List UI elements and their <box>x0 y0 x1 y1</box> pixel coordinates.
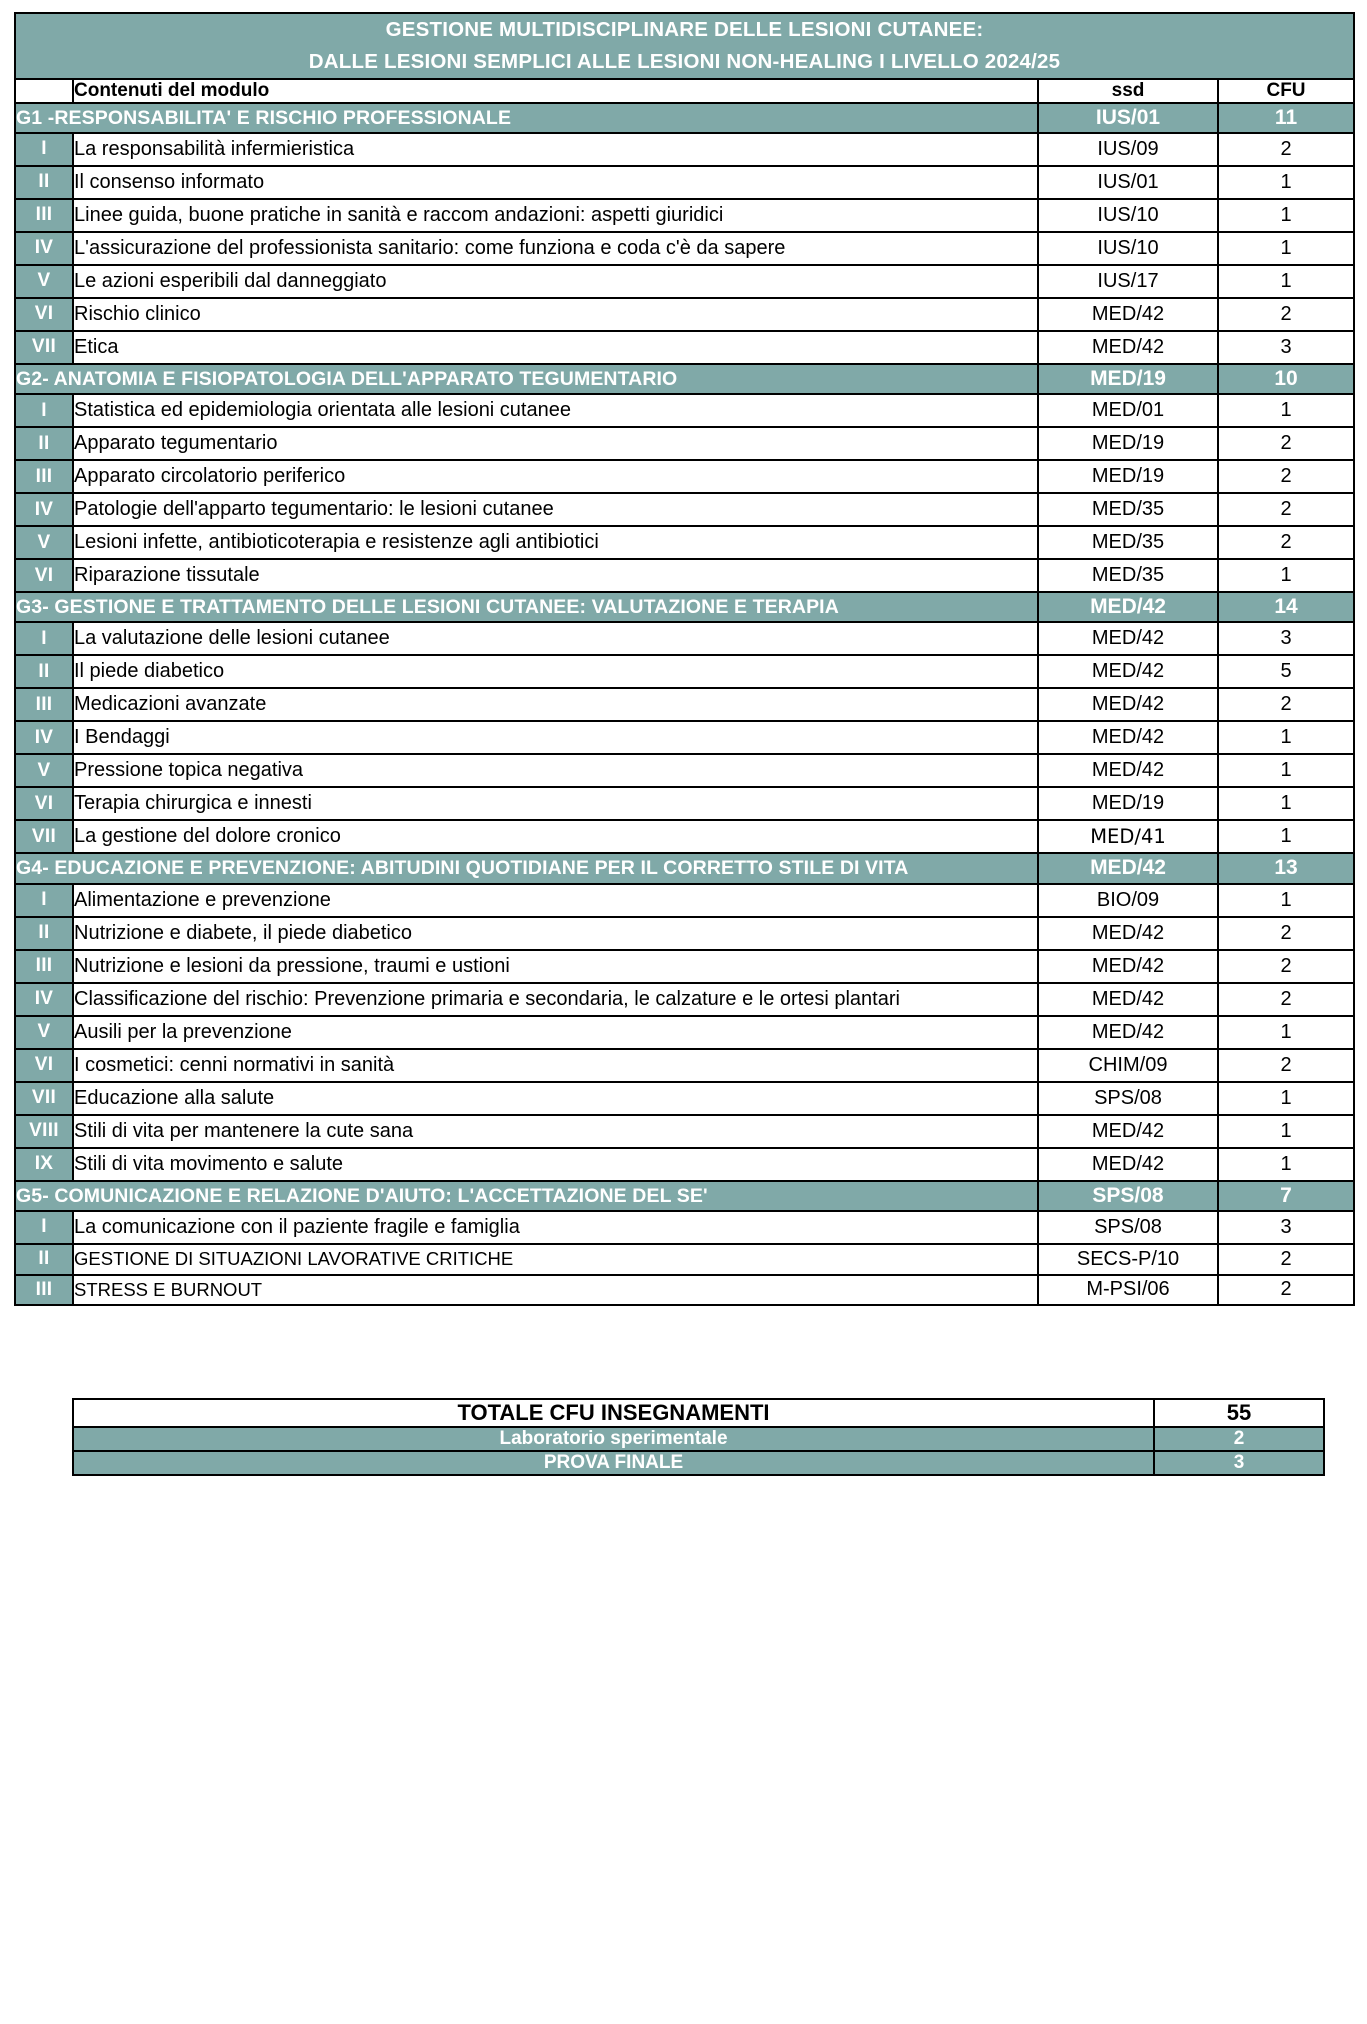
item-cfu: 2 <box>1218 950 1354 983</box>
item-ssd: MED/42 <box>1038 298 1218 331</box>
item-number: I <box>15 133 73 166</box>
item-cfu: 1 <box>1218 1115 1354 1148</box>
document-banner <box>15 13 1354 79</box>
item-cfu: 1 <box>1218 1082 1354 1115</box>
group-ssd: SPS/08 <box>1038 1181 1218 1211</box>
item-number: I <box>15 1211 73 1244</box>
totals-value: 2 <box>1154 1427 1324 1451</box>
curriculum-table <box>14 12 1355 1306</box>
totals-value: 55 <box>1154 1399 1324 1427</box>
item-ssd: CHIM/09 <box>1038 1049 1218 1082</box>
item-cfu: 5 <box>1218 655 1354 688</box>
item-cfu: 2 <box>1218 1244 1354 1275</box>
item-title: Linee guida, buone pratiche in sanità e raccom andazioni: aspetti giuridici <box>73 199 1038 232</box>
item-cfu: 1 <box>1218 559 1354 592</box>
item-number: VII <box>15 331 73 364</box>
item-ssd: IUS/17 <box>1038 265 1218 298</box>
item-number: IX <box>15 1148 73 1181</box>
table-row <box>15 460 1354 493</box>
item-ssd: SECS-P/10 <box>1038 1244 1218 1275</box>
table-row <box>15 1082 1354 1115</box>
item-ssd: MED/19 <box>1038 460 1218 493</box>
group-cfu: 13 <box>1218 853 1354 883</box>
item-number: VI <box>15 787 73 820</box>
item-title: La gestione del dolore cronico <box>73 820 1038 853</box>
item-number: I <box>15 884 73 917</box>
item-ssd: MED/42 <box>1038 622 1218 655</box>
item-number: I <box>15 394 73 427</box>
item-ssd: IUS/10 <box>1038 232 1218 265</box>
table-row <box>15 820 1354 853</box>
item-number: IV <box>15 721 73 754</box>
item-cfu: 1 <box>1218 721 1354 754</box>
item-ssd: IUS/01 <box>1038 166 1218 199</box>
item-cfu: 3 <box>1218 331 1354 364</box>
item-cfu: 2 <box>1218 298 1354 331</box>
item-title: Nutrizione e lesioni da pressione, traumi e ustioni <box>73 950 1038 983</box>
document-banner-row <box>15 13 1354 79</box>
column-header-row <box>15 79 1354 103</box>
item-ssd: MED/01 <box>1038 394 1218 427</box>
item-number: V <box>15 265 73 298</box>
column-header-title: Contenuti del modulo <box>73 79 1038 103</box>
banner-line-1: GESTIONE MULTIDISCIPLINARE DELLE LESIONI CUTANEE: <box>385 18 984 41</box>
table-row <box>15 1275 1354 1306</box>
table-row <box>15 166 1354 199</box>
item-title: Rischio clinico <box>73 298 1038 331</box>
item-ssd: MED/42 <box>1038 1148 1218 1181</box>
table-row <box>15 265 1354 298</box>
item-ssd: MED/42 <box>1038 1016 1218 1049</box>
item-number: VI <box>15 1049 73 1082</box>
item-title: La responsabilità infermieristica <box>73 133 1038 166</box>
item-cfu: 2 <box>1218 1049 1354 1082</box>
group-cfu: 7 <box>1218 1181 1354 1211</box>
item-cfu: 2 <box>1218 427 1354 460</box>
item-title: Ausili per la prevenzione <box>73 1016 1038 1049</box>
item-cfu: 1 <box>1218 1016 1354 1049</box>
table-row <box>15 983 1354 1016</box>
item-cfu: 2 <box>1218 133 1354 166</box>
table-row <box>15 622 1354 655</box>
table-row <box>15 559 1354 592</box>
item-number: V <box>15 1016 73 1049</box>
item-cfu: 1 <box>1218 820 1354 853</box>
item-number: I <box>15 622 73 655</box>
group-title: G5- COMUNICAZIONE E RELAZIONE D'AIUTO: L'ACCETTAZIONE DEL SE' <box>15 1181 1038 1211</box>
item-number: II <box>15 917 73 950</box>
table-row <box>15 427 1354 460</box>
table-row <box>15 232 1354 265</box>
table-row <box>15 688 1354 721</box>
column-header-cfu: CFU <box>1218 79 1354 103</box>
table-row <box>15 331 1354 364</box>
item-ssd: MED/42 <box>1038 688 1218 721</box>
item-ssd: MED/42 <box>1038 721 1218 754</box>
item-ssd: MED/42 <box>1038 983 1218 1016</box>
group-title: G1 -RESPONSABILITA' E RISCHIO PROFESSIONALE <box>15 103 1038 133</box>
group-header-row <box>15 592 1354 622</box>
item-cfu: 1 <box>1218 1148 1354 1181</box>
item-ssd: MED/35 <box>1038 493 1218 526</box>
group-ssd: IUS/01 <box>1038 103 1218 133</box>
item-ssd: MED/35 <box>1038 526 1218 559</box>
totals-label: Laboratorio sperimentale <box>73 1427 1154 1451</box>
table-row <box>15 526 1354 559</box>
item-title: Alimentazione e prevenzione <box>73 884 1038 917</box>
table-row <box>15 884 1354 917</box>
table-row <box>15 1244 1354 1275</box>
item-ssd: SPS/08 <box>1038 1211 1218 1244</box>
item-ssd: MED/19 <box>1038 427 1218 460</box>
item-title: Statistica ed epidemiologia orientata alle lesioni cutanee <box>73 394 1038 427</box>
item-number: III <box>15 460 73 493</box>
table-row <box>15 1115 1354 1148</box>
item-number: II <box>15 166 73 199</box>
item-title: Stili di vita per mantenere la cute sana <box>73 1115 1038 1148</box>
item-number: II <box>15 655 73 688</box>
item-number: III <box>15 950 73 983</box>
group-title: G2- ANATOMIA E FISIOPATOLOGIA DELL'APPARATO TEGUMENTARIO <box>15 364 1038 394</box>
table-row <box>15 917 1354 950</box>
item-cfu: 2 <box>1218 460 1354 493</box>
item-number: III <box>15 199 73 232</box>
item-title: Riparazione tissutale <box>73 559 1038 592</box>
item-title: La valutazione delle lesioni cutanee <box>73 622 1038 655</box>
item-title: L'assicurazione del professionista sanitario: come funziona e coda c'è da sapere <box>73 232 1038 265</box>
table-row <box>15 199 1354 232</box>
item-cfu: 2 <box>1218 983 1354 1016</box>
group-cfu: 10 <box>1218 364 1354 394</box>
item-ssd: SPS/08 <box>1038 1082 1218 1115</box>
item-number: VI <box>15 298 73 331</box>
table-row <box>15 721 1354 754</box>
group-header-row <box>15 364 1354 394</box>
column-header-ssd: ssd <box>1038 79 1218 103</box>
item-number: V <box>15 754 73 787</box>
item-cfu: 1 <box>1218 884 1354 917</box>
item-ssd: MED/42 <box>1038 917 1218 950</box>
item-title: STRESS E BURNOUT <box>73 1275 1038 1306</box>
group-cfu: 14 <box>1218 592 1354 622</box>
item-title: GESTIONE DI SITUAZIONI LAVORATIVE CRITICHE <box>73 1244 1038 1275</box>
totals-label: PROVA FINALE <box>73 1451 1154 1475</box>
item-ssd: BIO/09 <box>1038 884 1218 917</box>
totals-row <box>73 1399 1324 1427</box>
totals-label: TOTALE CFU INSEGNAMENTI <box>73 1399 1154 1427</box>
table-row <box>15 787 1354 820</box>
item-title: Stili di vita movimento e salute <box>73 1148 1038 1181</box>
item-ssd: MED/42 <box>1038 754 1218 787</box>
item-cfu: 1 <box>1218 787 1354 820</box>
item-number: III <box>15 688 73 721</box>
item-number: IV <box>15 983 73 1016</box>
item-cfu: 2 <box>1218 917 1354 950</box>
item-title: Etica <box>73 331 1038 364</box>
item-title: La comunicazione con il paziente fragile e famiglia <box>73 1211 1038 1244</box>
item-number: IV <box>15 493 73 526</box>
group-cfu: 11 <box>1218 103 1354 133</box>
group-header-row <box>15 853 1354 883</box>
item-cfu: 2 <box>1218 1275 1354 1306</box>
item-number: VI <box>15 559 73 592</box>
item-cfu: 3 <box>1218 1211 1354 1244</box>
item-ssd: MED/41 <box>1038 820 1218 853</box>
item-cfu: 1 <box>1218 199 1354 232</box>
item-cfu: 1 <box>1218 232 1354 265</box>
item-cfu: 2 <box>1218 493 1354 526</box>
item-cfu: 2 <box>1218 688 1354 721</box>
item-ssd: IUS/09 <box>1038 133 1218 166</box>
item-ssd: MED/19 <box>1038 787 1218 820</box>
item-cfu: 3 <box>1218 622 1354 655</box>
item-title: Patologie dell'apparto tegumentario: le lesioni cutanee <box>73 493 1038 526</box>
group-header-row <box>15 1181 1354 1211</box>
item-title: Classificazione del rischio: Prevenzione primaria e secondaria, le calzature e le ortesi plantari <box>73 983 1038 1016</box>
item-title: Pressione topica negativa <box>73 754 1038 787</box>
item-title: Terapia chirurgica e innesti <box>73 787 1038 820</box>
item-title: Nutrizione e diabete, il piede diabetico <box>73 917 1038 950</box>
group-title: G4- EDUCAZIONE E PREVENZIONE: ABITUDINI QUOTIDIANE PER IL CORRETTO STILE DI VITA <box>15 853 1038 883</box>
item-number: II <box>15 1244 73 1275</box>
group-ssd: MED/42 <box>1038 592 1218 622</box>
item-number: III <box>15 1275 73 1306</box>
totals-value: 3 <box>1154 1451 1324 1475</box>
item-title: Medicazioni avanzate <box>73 688 1038 721</box>
table-row <box>15 1211 1354 1244</box>
group-header-row <box>15 103 1354 133</box>
item-title: Le azioni esperibili dal danneggiato <box>73 265 1038 298</box>
table-row <box>15 1148 1354 1181</box>
item-cfu: 1 <box>1218 265 1354 298</box>
item-title: I cosmetici: cenni normativi in sanità <box>73 1049 1038 1082</box>
table-row <box>15 394 1354 427</box>
item-title: Educazione alla salute <box>73 1082 1038 1115</box>
item-number: II <box>15 427 73 460</box>
group-title: G3- GESTIONE E TRATTAMENTO DELLE LESIONI CUTANEE: VALUTAZIONE E TERAPIA <box>15 592 1038 622</box>
item-ssd: MED/42 <box>1038 1115 1218 1148</box>
item-title: I Bendaggi <box>73 721 1038 754</box>
item-ssd: M-PSI/06 <box>1038 1275 1218 1306</box>
item-cfu: 1 <box>1218 394 1354 427</box>
item-title: Il consenso informato <box>73 166 1038 199</box>
item-ssd: MED/42 <box>1038 655 1218 688</box>
item-cfu: 2 <box>1218 526 1354 559</box>
table-row <box>15 133 1354 166</box>
item-ssd: MED/42 <box>1038 331 1218 364</box>
group-ssd: MED/19 <box>1038 364 1218 394</box>
totals-row <box>73 1451 1324 1475</box>
item-ssd: MED/35 <box>1038 559 1218 592</box>
item-number: V <box>15 526 73 559</box>
table-row <box>15 950 1354 983</box>
item-title: Apparato circolatorio periferico <box>73 460 1038 493</box>
table-row <box>15 655 1354 688</box>
table-row <box>15 493 1354 526</box>
item-title: Il piede diabetico <box>73 655 1038 688</box>
item-ssd: MED/42 <box>1038 950 1218 983</box>
banner-line-2: DALLE LESIONI SEMPLICI ALLE LESIONI NON-HEALING I LIVELLO 2024/25 <box>308 49 1061 73</box>
totals-table <box>72 1398 1325 1476</box>
column-header-num <box>15 79 73 103</box>
table-row <box>15 1049 1354 1082</box>
item-cfu: 1 <box>1218 754 1354 787</box>
totals-row <box>73 1427 1324 1451</box>
item-number: IV <box>15 232 73 265</box>
item-number: VII <box>15 820 73 853</box>
item-title: Apparato tegumentario <box>73 427 1038 460</box>
table-row <box>15 754 1354 787</box>
table-row <box>15 298 1354 331</box>
item-number: VII <box>15 1082 73 1115</box>
item-title: Lesioni infette, antibioticoterapia e resistenze agli antibiotici <box>73 526 1038 559</box>
item-number: VIII <box>15 1115 73 1148</box>
table-row <box>15 1016 1354 1049</box>
group-ssd: MED/42 <box>1038 853 1218 883</box>
item-ssd: IUS/10 <box>1038 199 1218 232</box>
item-cfu: 1 <box>1218 166 1354 199</box>
